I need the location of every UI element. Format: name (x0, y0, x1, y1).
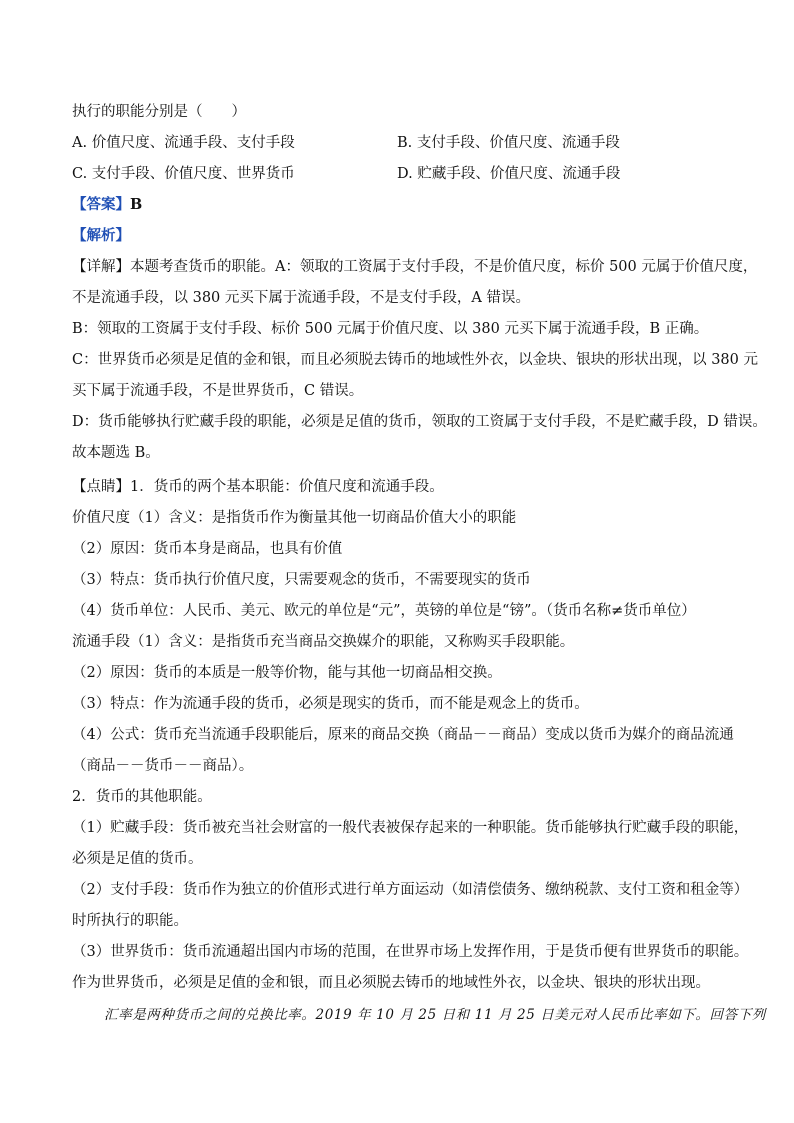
points-line: （2）支付手段：货币作为独立的价值形式进行单方面运动（如清偿债务、缴纳税款、支付工资和租金等） (72, 882, 749, 898)
points-tag: 【点睛】 (72, 479, 130, 495)
analysis-line: 买下属于流通手段，不是世界货币，C 错误。 (72, 383, 364, 399)
analysis-line: 不是流通手段，以 380 元买下属于流通手段，不是支付手段，A 错误。 (72, 290, 530, 306)
points-line: （4）货币单位：人民币、美元、欧元的单位是“元”，英镑的单位是“镑”。（货币名称≠货币单位） (72, 603, 696, 619)
points-line: 时所执行的职能。 (72, 913, 188, 929)
option-b: B. 支付手段、价值尺度、流通手段 (397, 135, 620, 151)
analysis-line: D：货币能够执行贮藏手段的职能，必须是足值的货币，领取的工资属于支付手段，不是贮藏手段，D 错误。 (72, 414, 767, 430)
answer-line (72, 195, 142, 215)
analysis-heading (72, 226, 130, 246)
points-line: （3）特点：作为流通手段的货币，必须是现实的货币，而不能是观念上的货币。 (72, 696, 589, 712)
points-line: 作为世界货币，必须是足值的金和银，而且必须脱去铸币的地域性外衣，以金块、银块的形状出现。 (72, 975, 710, 991)
next-question-text: 汇率是两种货币之间的兑换比率。2019 年 10 月 25 日和 11 月 25 日美元对人民币比率如下。回答下列 (104, 1007, 766, 1023)
detail-tag: 【详解】 (72, 259, 130, 275)
option-c: C. 支付手段、价值尺度、世界货币 (72, 166, 295, 182)
points-line: （1）贮藏手段：货币被充当社会财富的一般代表被保存起来的一种职能。货币能够执行贮藏手段的职能， (72, 820, 749, 836)
points-line: （3）特点：货币执行价值尺度，只需要观念的货币，不需要现实的货币 (72, 572, 531, 588)
points-line: 2．货币的其他职能。 (72, 789, 212, 805)
points-line: 流通手段（1）含义：是指货币充当商品交换媒介的职能，又称购买手段职能。 (72, 634, 575, 650)
points-line: （4）公式：货币充当流通手段职能后，原来的商品交换（商品－－商品）变成以货币为媒介的商品流通 (72, 727, 734, 743)
analysis-line: B：领取的工资属于支付手段、标价 500 元属于价值尺度、以 380 元买下属于流通手段，B 正确。 (72, 321, 709, 337)
analysis-text: 本题考查货币的职能。A：领取的工资属于支付手段，不是价值尺度，标价 500 元属于价值尺度， (130, 259, 758, 275)
option-a: A. 价值尺度、流通手段、支付手段 (72, 135, 295, 151)
analysis-line: 故本题选 B。 (72, 445, 160, 461)
analysis-line: C：世界货币必须是足值的金和银，而且必须脱去铸币的地域性外衣，以金块、银块的形状出现，以 380 元 (72, 352, 758, 368)
answer-tag: 【答案】 (72, 196, 130, 213)
points-line: （3）世界货币：货币流通超出国内市场的范围，在世界市场上发挥作用，于是货币便有世界货币的职能。 (72, 944, 749, 960)
points-line: 必须是足值的货币。 (72, 851, 203, 867)
analysis-tag: 【解析】 (72, 227, 130, 244)
points-line (72, 477, 444, 497)
points-line: （2）原因：货币本身是商品，也具有价值 (72, 541, 343, 557)
answer-value: B (130, 196, 143, 213)
points-line: （2）原因：货币的本质是一般等价物，能与其他一切商品相交换。 (72, 665, 502, 681)
analysis-line (72, 257, 757, 277)
points-line: 价值尺度（1）含义：是指货币作为衡量其他一切商品价值大小的职能 (72, 510, 517, 526)
points-text: 1．货币的两个基本职能：价值尺度和流通手段。 (130, 479, 444, 495)
question-stem: 执行的职能分别是（ ） (72, 104, 246, 120)
points-line: （商品－－货币－－商品）。 (72, 758, 254, 774)
option-d: D. 贮藏手段、价值尺度、流通手段 (397, 166, 621, 182)
